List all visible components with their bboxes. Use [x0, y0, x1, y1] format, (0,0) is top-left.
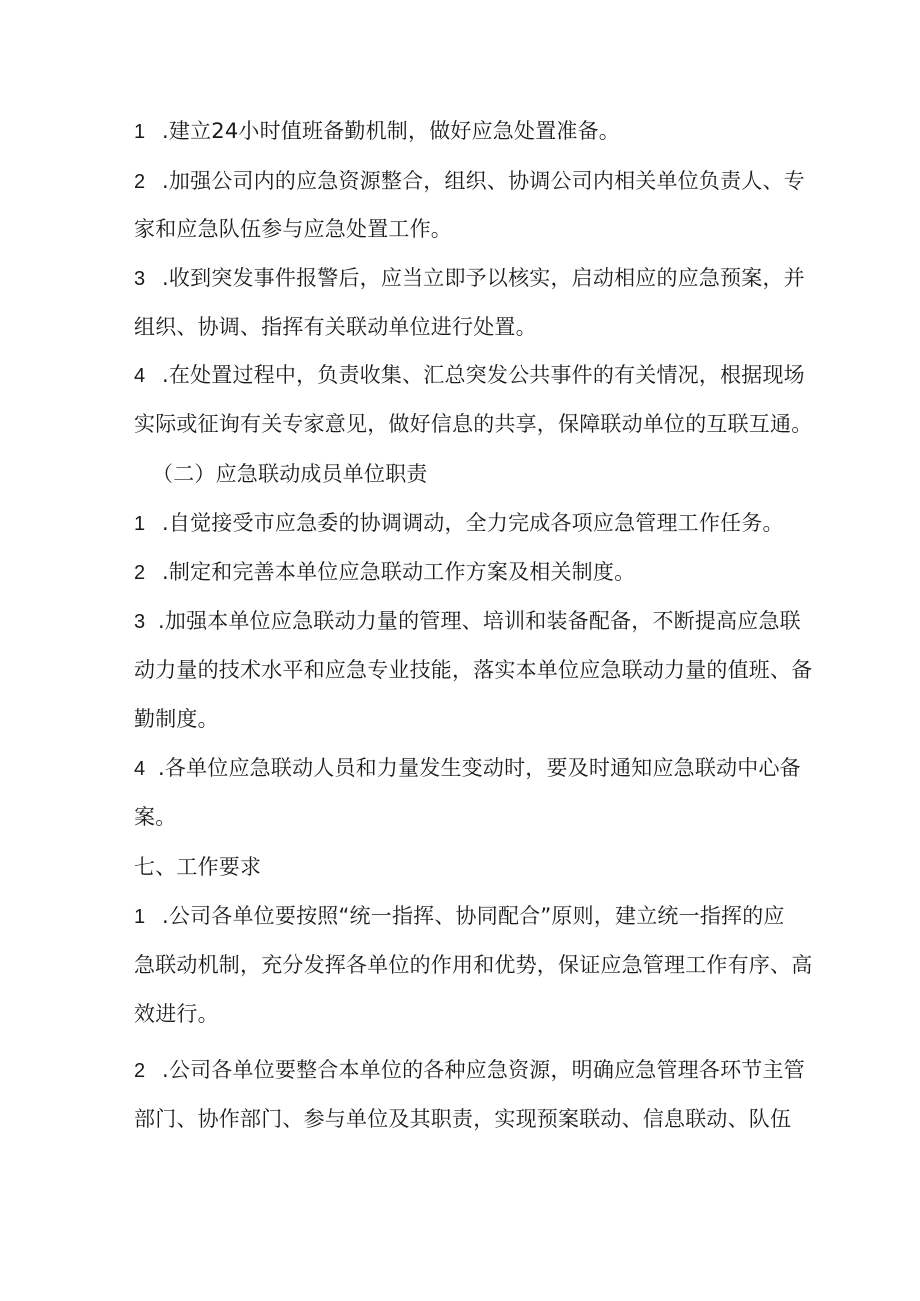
item-number: 2 [134, 562, 146, 584]
section-heading-b: （二）应急联动成员单位职责 [152, 462, 428, 486]
paragraph-a3-line1: 3 .收到突发事件报警后，应当立即予以核实，启动相应的应急预案，并 [134, 263, 805, 294]
paragraph-a4-line1: 4 .在处置过程中，负责收集、汇总突发公共事件的有关情况，根据现场 [134, 360, 805, 391]
paragraph-c1-line1: 1 .公司各单位要按照“统一指挥、协同配合”原则，建立统一指挥的应 [134, 901, 785, 932]
item-number: 1 [134, 513, 146, 535]
paragraph-b3-line3: 勤制度。 [134, 707, 219, 731]
paragraph-c2-line1: 2 .公司各单位要整合本单位的各种应急资源，明确应急管理各环节主管 [134, 1055, 805, 1086]
item-number: 2 [134, 171, 146, 193]
paragraph-a2-line2: 家和应急队伍参与应急处置工作。 [134, 217, 452, 241]
paragraph-b2-line1: 2 .制定和完善本单位应急联动工作方案及相关制度。 [134, 557, 635, 588]
item-number: 4 [134, 758, 146, 780]
paragraph-a4-line2: 实际或征询有关专家意见，做好信息的共享，保障联动单位的互联互通。 [134, 412, 813, 436]
paragraph-a3-line2: 组织、协调、指挥有关联动单位进行处置。 [134, 315, 537, 339]
item-number: 2 [134, 1060, 146, 1082]
section-heading-c: 七、工作要求 [134, 855, 262, 879]
paragraph-b1-line1: 1 .自觉接受市应急委的协调调动，全力完成各项应急管理工作任务。 [134, 508, 784, 539]
paragraph-b3-line2: 动力量的技术水平和应急专业技能，落实本单位应急联动力量的值班、备 [134, 658, 813, 682]
paragraph-b3-line1: 3 .加强本单位应急联动力量的管理、培训和装备配备，不断提高应急联 [134, 606, 801, 637]
paragraph-b4-line2: 案。 [134, 805, 177, 829]
paragraph-b4-line1: 4 .各单位应急联动人员和力量发生变动时，要及时通知应急联动中心备 [134, 753, 801, 784]
paragraph-a2-line1: 2 .加强公司内的应急资源整合，组织、协调公司内相关单位负责人、专 [134, 166, 805, 197]
paragraph-a1-line1: 1 .建立24小时值班备勤机制，做好应急处置准备。 [134, 116, 620, 147]
paragraph-c2-line2: 部门、协作部门、参与单位及其职责，实现预案联动、信息联动、队伍 [134, 1107, 792, 1131]
paragraph-c1-line3: 效进行。 [134, 1002, 219, 1026]
item-number: 1 [134, 121, 146, 143]
item-number: 3 [134, 611, 146, 633]
item-number: 1 [134, 906, 146, 928]
item-number: 4 [134, 365, 146, 387]
item-number: 3 [134, 268, 146, 290]
paragraph-c1-line2: 急联动机制，充分发挥各单位的作用和优势，保证应急管理工作有序、高 [134, 953, 813, 977]
